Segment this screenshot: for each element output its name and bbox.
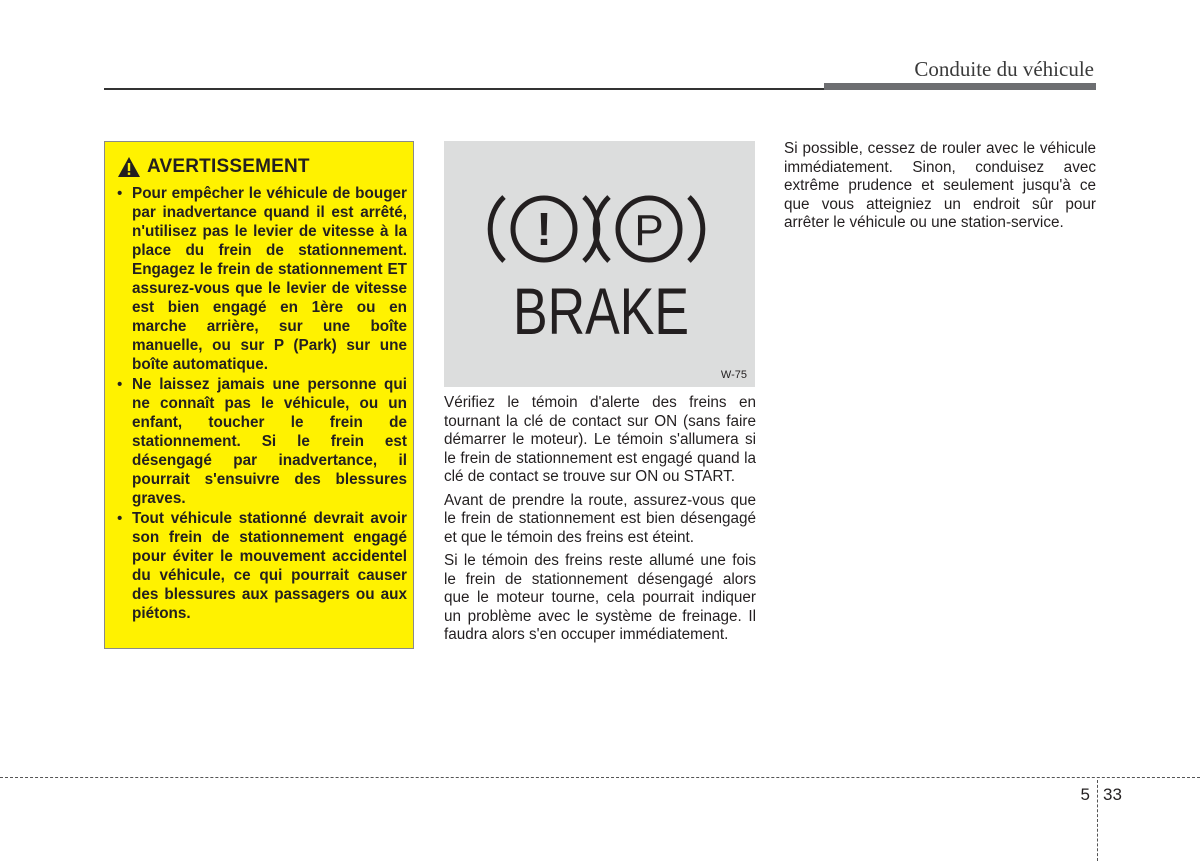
figure-code: W-75: [720, 369, 747, 381]
body-column-middle: [444, 394, 756, 650]
footer-dashed-rule: [0, 777, 1200, 778]
park-symbol: P: [634, 206, 664, 255]
paragraph: Avant de prendre la route, assurez-vous que le frein de stationnement est bien désengagé et que le témoin des freins est éteint.: [444, 491, 756, 546]
warning-item: • Ne laissez jamais une personne qui ne connaît pas le véhicule, ou un enfant, toucher le frein de stationnement. Si le frein est désengagé par inadvertance, il pourrait s'ensuivre des blessures graves.: [115, 375, 407, 508]
footer-dashed-divider: [1097, 780, 1098, 861]
warning-item: • Tout véhicule stationné devrait avoir son frein de stationnement engagé pour éviter le mouvement accidentel du véhicule, ce qui pourrait causer des blessures aux passagers ou aux piétons.: [115, 509, 407, 623]
warning-item: • Pour empêcher le véhicule de bouger par inadvertance quand il est arrêté, n'utilisez pas le levier de vitesse à la place du frein de stationnement. Engagez le frein de stationnement ET assurez-vous que le levier de vitesse est bien engagé en 1ère ou en marche arrière, sur une boîte manuelle, ou sur P (Park) sur une boîte automatique.: [115, 184, 407, 374]
header-rule: [104, 88, 824, 90]
warning-list: [115, 184, 407, 624]
warning-box: [104, 141, 414, 649]
exclamation-symbol: !: [536, 203, 552, 255]
warning-header: [117, 156, 310, 178]
brake-label: BRAKE: [513, 274, 689, 348]
paragraph: Vérifiez le témoin d'alerte des freins en tournant la clé de contact sur ON (sans faire démarrer le moteur). Le témoin s'allumera si le frein de stationnement est engagé quand la clé de contact se trouve sur ON ou START.: [444, 394, 756, 485]
warning-title: AVERTISSEMENT: [147, 156, 310, 177]
brake-warning-light-figure: [444, 141, 755, 387]
paragraph: Si le témoin des freins reste allumé une fois le frein de stationnement désengagé alors que le moteur tourne, cela pourrait indiquer un problème avec le système de freinage. Il faudra alors s'en occuper immédiatement.: [444, 552, 756, 643]
page-number: 33: [1103, 785, 1122, 804]
section-number: 5: [1080, 785, 1090, 804]
brake-warning-icon: [444, 141, 755, 387]
body-column-right: [784, 140, 1096, 238]
header-accent-bar: [824, 83, 1096, 90]
page-header-title: Conduite du véhicule: [914, 57, 1094, 81]
paragraph: Si possible, cessez de rouler avec le véhicule immédiatement. Sinon, conduisez avec extrême prudence et seulement jusqu'à ce que vous atteigniez un endroit sûr pour arrêter le véhicule ou une station-service.: [784, 140, 1096, 231]
warning-triangle-icon: [117, 156, 141, 178]
